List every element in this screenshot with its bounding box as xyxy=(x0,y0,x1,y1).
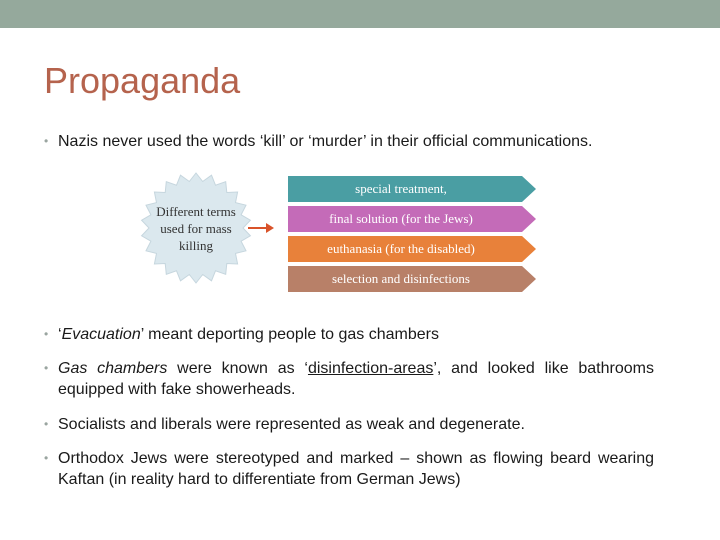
bullet-item xyxy=(44,131,654,152)
underlined-term: disinfection-areas xyxy=(307,360,434,377)
arrow-right-icon xyxy=(248,222,274,234)
euphemism-diagram xyxy=(140,170,540,300)
bullet-text: Orthodox Jews were stereotyped and marked – shown as flowing beard wearing Kaftan (in reality hard to differentiate from German Jews) xyxy=(58,450,654,488)
term-label: final solution (for the Jews) xyxy=(329,211,473,226)
bullet-item xyxy=(44,414,654,435)
bullet-text: Gas chambers were known as ‘disinfection-areas’, and looked like bathrooms equipped with fake showerheads. xyxy=(58,360,654,398)
term-banner xyxy=(288,176,536,202)
bullet-marker: • xyxy=(44,361,49,375)
bullet-text: ‘Evacuation’ meant deporting people to gas chambers xyxy=(58,326,439,343)
bullet-text: Socialists and liberals were represented as weak and degenerate. xyxy=(58,416,525,433)
emphasis-term: Evacuation xyxy=(61,326,141,343)
term-banner xyxy=(288,236,536,262)
term-label: selection and disinfections xyxy=(332,271,470,286)
emphasis-term: Gas chambers xyxy=(58,360,168,377)
term-banner xyxy=(288,206,536,232)
term-label: special treatment, xyxy=(355,181,447,196)
bullet-text: Nazis never used the words ‘kill’ or ‘murder’ in their official communications. xyxy=(58,133,593,150)
bullet-marker: • xyxy=(44,417,49,431)
seal-label: Different terms used for mass killing xyxy=(156,203,236,253)
term-banner xyxy=(288,266,536,292)
bullet-item xyxy=(44,324,654,345)
term-label: euthanasia (for the disabled) xyxy=(327,241,475,256)
bullet-marker: • xyxy=(44,327,49,341)
slide-title: Propaganda xyxy=(44,60,241,101)
bullet-marker: • xyxy=(44,451,49,465)
seal-badge xyxy=(140,172,252,284)
bullet-marker: • xyxy=(44,134,49,148)
bullet-item xyxy=(44,448,654,490)
top-accent-bar xyxy=(0,0,720,28)
bullet-item xyxy=(44,358,654,400)
